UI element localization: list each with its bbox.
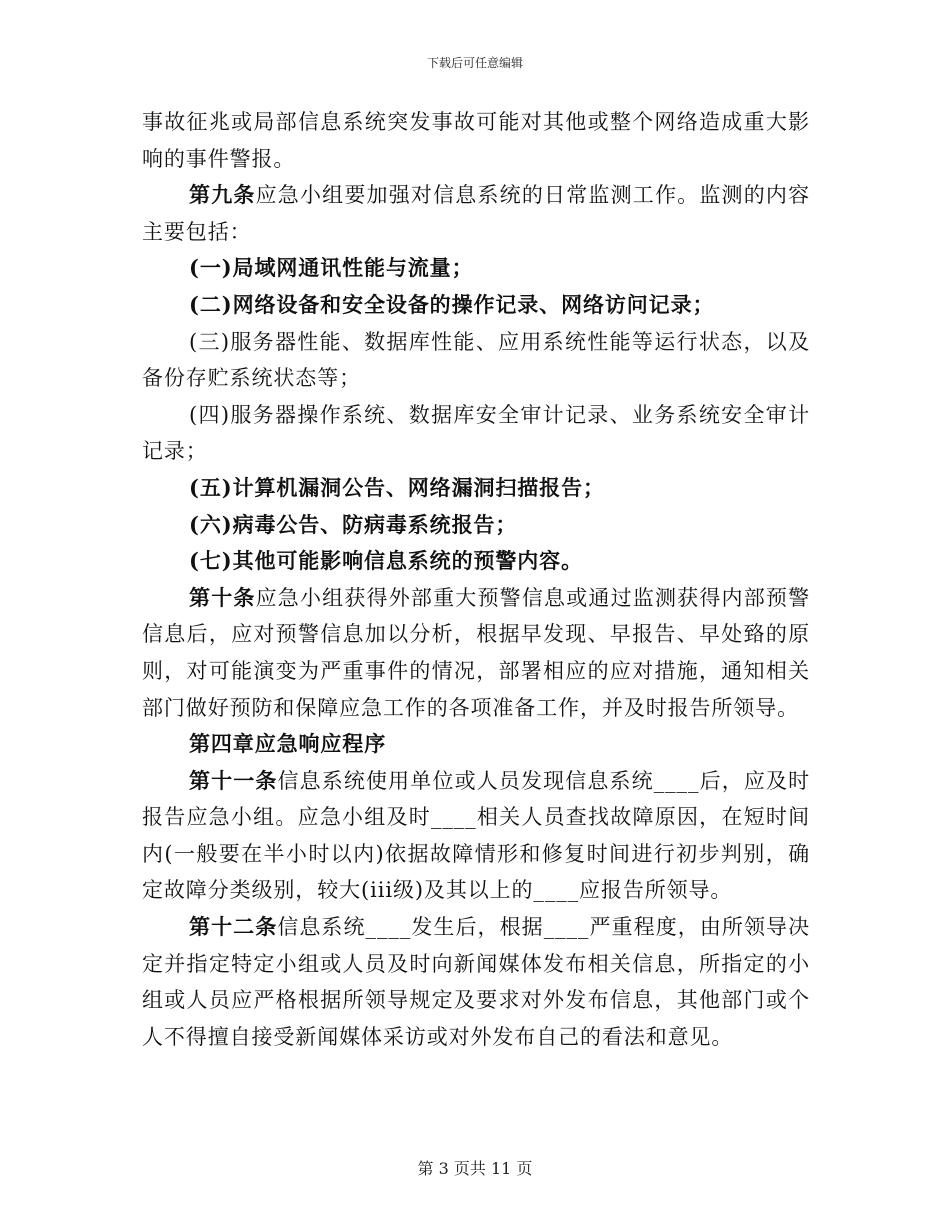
page-footer: 第 3 页共 11 页 bbox=[417, 1159, 533, 1178]
document-body bbox=[142, 104, 810, 1055]
article-10 bbox=[142, 580, 810, 726]
list-item-4: (四)服务器操作系统、数据库安全审计记录、业务系统安全审计记录； bbox=[142, 402, 810, 464]
list-item-5: (五)计算机漏洞公告、网络漏洞扫描报告； bbox=[189, 474, 605, 500]
article-12-label: 第十二条 bbox=[189, 914, 278, 940]
list-item-2: (二)网络设备和安全设备的操作记录、网络访问记录； bbox=[189, 291, 715, 317]
article-12 bbox=[142, 909, 810, 1055]
list-item-7: (七)其他可能影响信息系统的预警内容。 bbox=[189, 548, 583, 574]
article-11 bbox=[142, 763, 810, 909]
article-10-text: 应急小组获得外部重大预警信息或通过监测获得内部预警信息后，应对预警信息加以分析，根据早发现、早报告、早处臵的原则，对可能演变为严重事件的情况，部署相应的应对措施，通知相关部门做好预防和保障应急工作的各项准备工作，并及时报告所领导。 bbox=[142, 585, 811, 720]
article-9-label: 第九条 bbox=[189, 182, 256, 208]
list-item-6: (六)病毒公告、防病毒系统报告； bbox=[189, 511, 518, 537]
page-header: 下载后可任意编辑 bbox=[426, 56, 523, 70]
article-11-text: 信息系统使用单位或人员发现信息系统____后，应及时报告应急小组。应急小组及时____相关人员查找故障原因，在短时间内(一般要在半小时以内)依据故障情形和修复时间进行初步判别，确定故障分类级别，较大(iii级)及其以上的____应报告所领导。 bbox=[142, 768, 810, 903]
article-12-text: 信息系统____发生后，根据____严重程度，由所领导决定并指定特定小组或人员及时向新闻媒体发布相关信息，所指定的小组或人员应严格根据所领导规定及要求对外发布信息，其他部门或个人不得擅自接受新闻媒体采访或对外发布自己的看法和意见。 bbox=[142, 915, 810, 1049]
article-9-text: 应急小组要加强对信息系统的日常监测工作。监测的内容主要包括： bbox=[142, 183, 811, 244]
article-10-label: 第十条 bbox=[189, 584, 256, 610]
paragraph-continuation: 事故征兆或局部信息系统突发事故可能对其他或整个网络造成重大影响的事件警报。 bbox=[142, 110, 810, 171]
chapter-heading: 第四章应急响应程序 bbox=[189, 731, 387, 757]
list-item-3: (三)服务器性能、数据库性能、应用系统性能等运行状态，以及备份存贮系统状态等； bbox=[142, 329, 810, 391]
article-9 bbox=[142, 177, 810, 250]
list-item-1: (一)局域网通讯性能与流量； bbox=[189, 255, 474, 281]
article-11-label: 第十一条 bbox=[189, 767, 278, 793]
